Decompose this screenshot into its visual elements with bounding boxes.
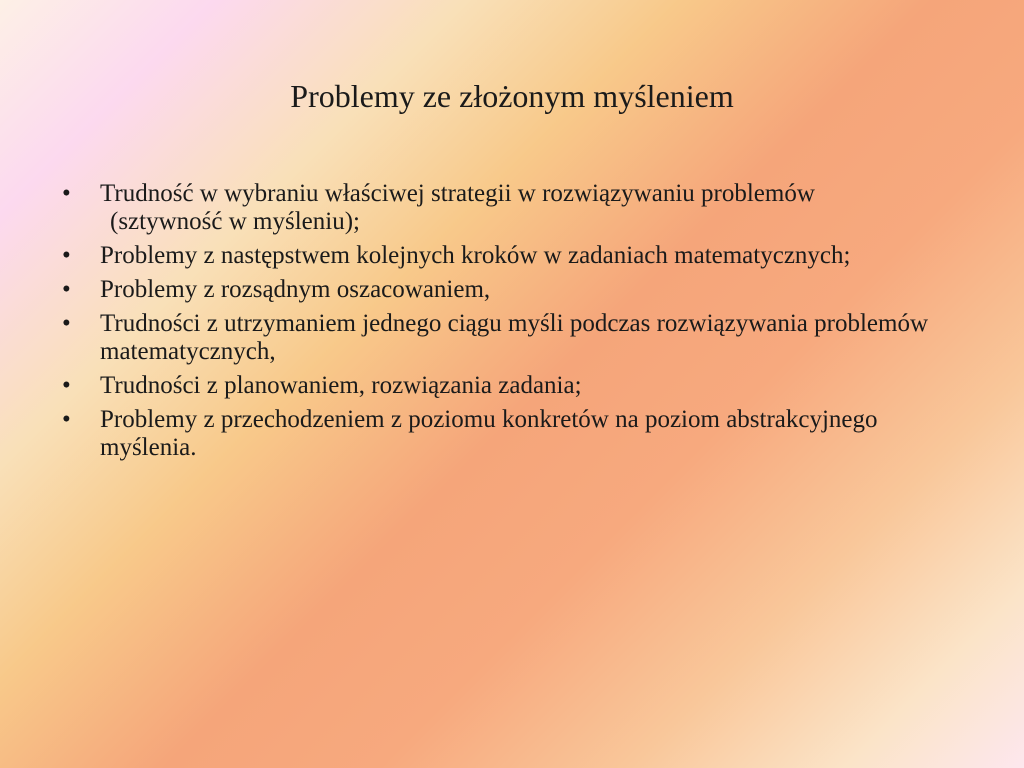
list-item <box>62 180 942 236</box>
list-item-text: (sztywność w myśleniu); <box>110 208 360 235</box>
list-item-text: Problemy z następstwem kolejnych kroków w zadaniach matematycznych; <box>100 242 851 269</box>
slide-title: Problemy ze złożonym myśleniem <box>290 78 734 114</box>
bullet-icon: • <box>62 372 71 399</box>
list-item-text: Trudność w wybraniu właściwej strategii w rozwiązywaniu problemów <box>100 180 815 207</box>
list-item <box>62 372 942 400</box>
bullet-icon: • <box>62 406 71 433</box>
list-item-text: Trudności z planowaniem, rozwiązania zadania; <box>100 372 582 399</box>
bullet-icon: • <box>62 276 71 303</box>
list-item <box>62 406 942 462</box>
list-item-text: Trudności z utrzymaniem jednego ciągu myśli podczas rozwiązywania problemów matematycznych, <box>100 310 929 365</box>
bullet-icon: • <box>62 242 71 269</box>
list-item-text: Problemy z rozsądnym oszacowaniem, <box>100 276 491 303</box>
list-item <box>62 276 942 304</box>
bullet-icon: • <box>62 180 71 207</box>
list-item <box>62 310 942 366</box>
list-item <box>62 242 942 270</box>
list-item-text: Problemy z przechodzeniem z poziomu konkretów na poziom abstrakcyjnego myślenia. <box>100 406 878 461</box>
bullet-icon: • <box>62 310 71 337</box>
bullet-list <box>62 180 942 468</box>
